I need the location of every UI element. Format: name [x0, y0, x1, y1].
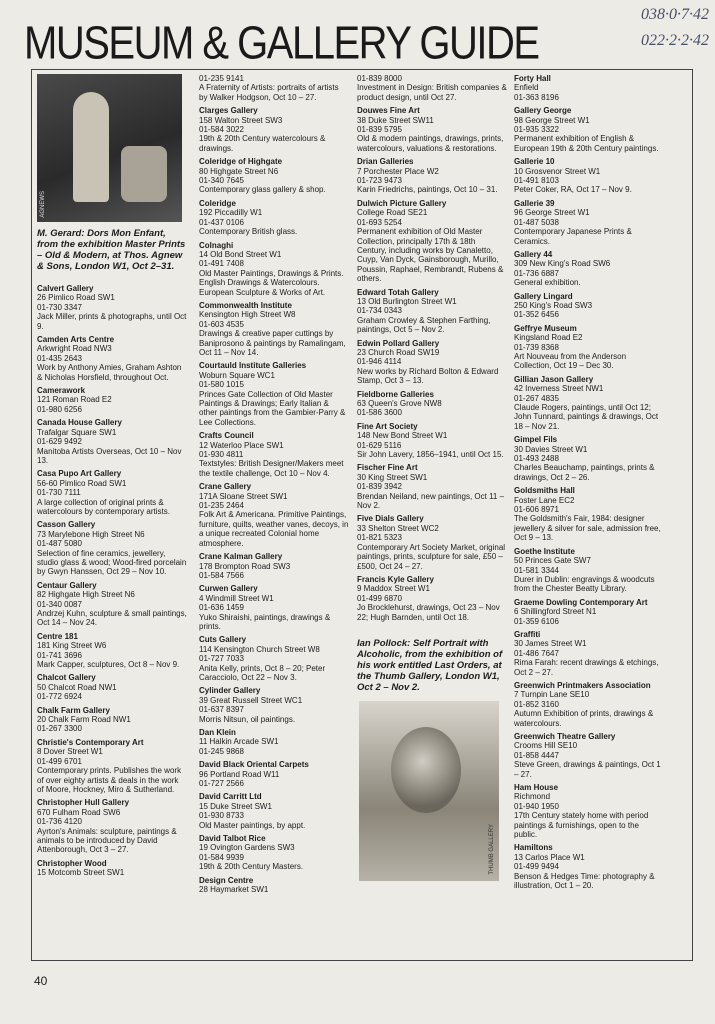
gallery-entry — [199, 552, 349, 580]
gallery-detail: 14 Old Bond Street W1 — [199, 249, 282, 259]
gallery-detail: 01-584 3022 — [199, 125, 244, 135]
gallery-detail: 98 George Street W1 — [514, 115, 590, 125]
gallery-entry — [199, 876, 349, 895]
gallery-detail: Jack Miller, prints & photographs, until Oct 9. — [37, 312, 187, 331]
gallery-name: Clarges Gallery — [199, 106, 258, 116]
gallery-detail: 13 Carlos Place W1 — [514, 852, 585, 862]
gallery-detail: 01-267 4835 — [514, 393, 559, 403]
gallery-detail: 01-734 0343 — [357, 306, 402, 316]
gallery-name: Graeme Dowling Contemporary Art — [514, 597, 648, 607]
gallery-detail: 01-493 2488 — [514, 454, 559, 464]
gallery-name: Casson Gallery — [37, 520, 96, 530]
gallery-detail: 30 King Street SW1 — [357, 472, 428, 482]
gallery-detail: 01-359 6106 — [514, 616, 559, 626]
gallery-detail: 96 George Street W1 — [514, 208, 590, 218]
gallery-detail: 7 Turnpin Lane SE10 — [514, 690, 590, 700]
gallery-detail: Drawings & creative paper cuttings by Baniprosono & paintings by Ramalingam, Oct 11 – Nov 14. — [199, 329, 346, 357]
gallery-name: Crane Kalman Gallery — [199, 552, 283, 562]
gallery-detail: Old Master paintings, by appt. — [199, 820, 306, 830]
gallery-detail: 01-730 7111 — [37, 488, 81, 498]
gallery-detail: Richmond — [514, 792, 551, 802]
gallery-name: Design Centre — [199, 875, 254, 885]
gallery-detail: Old & modern paintings, drawings, prints, watercolours, valuations & restorations. — [357, 134, 504, 153]
gallery-detail: 01-581 3344 — [514, 565, 559, 575]
gallery-detail: Kensington High Street W8 — [199, 310, 296, 320]
gallery-detail: 01-935 3322 — [514, 125, 559, 135]
gallery-name: Calvert Gallery — [37, 284, 94, 293]
photo-caption: Ian Pollock: Self Portrait with Alcoholic, from the exhibition of his work entitled Last Orders, at the Thumb Gallery, London W1, Oct 2 – Nov 2. — [357, 637, 503, 693]
gallery-entry — [199, 728, 349, 756]
gallery-detail: 148 New Bond Street W1 — [357, 431, 448, 441]
gallery-entry — [514, 250, 664, 288]
gallery-name: Gallery George — [514, 106, 572, 116]
gallery-detail: 38 Duke Street SW11 — [357, 115, 434, 125]
gallery-entry — [199, 431, 349, 478]
gallery-name: Dulwich Picture Gallery — [357, 198, 447, 208]
gallery-detail: 9 Maddox Street W1 — [357, 584, 430, 594]
gallery-detail: 63 Queen's Grove NW8 — [357, 399, 442, 408]
page-title: MUSEUM & GALLERY GUIDE — [24, 18, 539, 69]
gallery-name: Curwen Gallery — [199, 584, 258, 594]
gallery-detail: 01-693 5254 — [357, 217, 402, 227]
gallery-detail: 01-839 5795 — [357, 125, 402, 135]
gallery-detail: 01-435 2643 — [37, 353, 82, 363]
photo-caption: M. Gerard: Dors Mon Enfant, from the exhibition Master Prints – Old & Modern, at Thos. Agnew & Sons, London W1, Oct 2–31. — [37, 228, 186, 272]
gallery-entry — [37, 738, 187, 794]
gallery-detail: 01-603 4535 — [199, 319, 244, 329]
gallery-detail: Peter Coker, RA, Oct 17 – Nov 9. — [514, 185, 632, 195]
gallery-entry — [37, 284, 187, 331]
gallery-entry — [357, 463, 507, 510]
gallery-detail: 01-637 8397 — [199, 705, 244, 715]
gallery-detail: 12 Waterloo Place SW1 — [199, 440, 284, 450]
gallery-detail: 158 Walton Street SW3 — [199, 115, 283, 125]
gallery-entry — [357, 74, 507, 102]
gallery-detail: New works by Richard Bolton & Edward Stamp, Oct 3 – 13. — [357, 366, 499, 386]
gallery-entry — [357, 575, 507, 622]
page-number: 40 — [34, 974, 48, 988]
gallery-detail: 33 Shelton Street WC2 — [357, 523, 439, 533]
gallery-entry — [37, 673, 187, 701]
gallery-detail: Morris Nitsun, oil paintings. — [199, 714, 296, 724]
gallery-detail: 01-727 2566 — [199, 779, 244, 789]
gallery-entry — [37, 859, 187, 878]
gallery-detail: 250 King's Road SW3 — [514, 300, 593, 310]
gallery-detail: Selection of fine ceramics, jewellery, studio glass & wood; Wood-fired porcelain by Gwyn Hanssen, Oct 29 – Nov 10. — [37, 548, 187, 577]
gallery-name: Chalk Farm Gallery — [37, 705, 110, 715]
gallery-name: Graffiti — [514, 629, 541, 639]
gallery-detail: Crooms Hill SE10 — [514, 741, 578, 751]
gallery-name: Canada House Gallery — [37, 418, 122, 428]
gallery-detail: Kingsland Road E2 — [514, 333, 583, 343]
gallery-entry — [514, 74, 664, 102]
gallery-entry — [514, 843, 664, 890]
gallery-detail: 309 New King's Road SW6 — [514, 259, 611, 269]
gallery-entry — [199, 157, 349, 195]
gallery-detail: 28 Haymarket SW1 — [199, 885, 269, 895]
gallery-detail: 23 Church Road SW19 — [357, 347, 440, 357]
gallery-detail: Contemporary Japanese Prints & Ceramics. — [514, 227, 632, 246]
gallery-detail: Contemporary Art Society Market, original paintings, prints, sculpture for sale, £50 – £500, Oct 24 – 27. — [357, 542, 506, 571]
gallery-name: Cuts Gallery — [199, 635, 247, 645]
gallery-list — [199, 74, 349, 895]
gallery-detail: Investment in Design: British companies & product design, until Oct 27. — [357, 83, 507, 102]
gallery-entry — [199, 686, 349, 724]
gallery-detail: Anita Kelly, prints, Oct 8 – 20; Peter Caracciolo, Oct 22 – Nov 3. — [199, 663, 326, 682]
gallery-name: Cylinder Gallery — [199, 686, 261, 696]
gallery-name: Drian Galleries — [357, 157, 414, 167]
gallery-detail: 01-499 6701 — [37, 756, 82, 766]
gallery-name: Greenwich Theatre Gallery — [514, 732, 616, 741]
gallery-name: Edward Totah Gallery — [357, 287, 439, 297]
gallery-detail: 01-930 4811 — [199, 450, 244, 460]
column-2 — [199, 74, 349, 899]
gallery-name: Chalcot Gallery — [37, 673, 96, 683]
gallery-detail: 01-727 7033 — [199, 654, 244, 664]
gallery-entry — [514, 292, 664, 320]
gallery-detail: 19th & 20th Century Masters. — [199, 862, 304, 872]
handwritten-note: 022·2·2·42 — [641, 32, 709, 49]
gallery-name: David Talbot Rice — [199, 834, 266, 844]
gallery-name: Crafts Council — [199, 431, 254, 441]
gallery-detail: 01-499 6870 — [357, 593, 402, 603]
gallery-name: Fischer Fine Art — [357, 463, 418, 473]
gallery-detail: 01-235 9141 — [199, 74, 244, 83]
gallery-detail: 01-340 7645 — [199, 176, 244, 186]
gallery-detail: Foster Lane EC2 — [514, 495, 575, 505]
gallery-detail: 8 Dover Street W1 — [37, 747, 103, 757]
gallery-name: Fieldborne Galleries — [357, 389, 434, 399]
gallery-detail: Textstyles: British Designer/Makers meet the textile challenge, Oct 10 – Nov 4. — [199, 459, 344, 478]
column-1 — [37, 74, 187, 882]
gallery-entry — [514, 486, 664, 542]
gallery-detail: 01-584 7566 — [199, 570, 244, 580]
gallery-name: Coleridge — [199, 198, 236, 208]
gallery-detail: 01-584 9939 — [199, 852, 244, 862]
gallery-detail: 01-946 4114 — [357, 357, 402, 367]
gallery-entry — [37, 418, 187, 465]
gallery-name: Christie's Contemporary Art — [37, 737, 144, 747]
gallery-entry — [514, 157, 664, 195]
gallery-entry — [357, 288, 507, 335]
gallery-detail: 181 King Street W6 — [37, 641, 107, 651]
gallery-detail: 01-580 1015 — [199, 380, 244, 390]
gallery-name: Camden Arts Centre — [37, 335, 115, 345]
photo-portrait-head — [391, 727, 461, 813]
gallery-detail: 39 Great Russell Street WC1 — [199, 695, 303, 705]
gallery-entry — [514, 435, 664, 482]
gallery-detail: General exhibition. — [514, 278, 581, 288]
gallery-entry — [357, 157, 507, 195]
gallery-name: Dan Klein — [199, 728, 236, 737]
gallery-detail: 01-340 0087 — [37, 599, 82, 609]
gallery-list — [37, 284, 187, 878]
gallery-detail: Permanent exhibition of English & European 19th & 20th Century paintings. — [514, 134, 659, 153]
gallery-detail: Enfield — [514, 83, 539, 93]
gallery-detail: Woburn Square WC1 — [199, 370, 275, 380]
gallery-detail: 50 Chalcot Road NW1 — [37, 682, 117, 692]
gallery-detail: Graham Crowley & Stephen Farthing, paintings, Oct 5 – Nov 2. — [357, 315, 491, 335]
gallery-entry — [357, 106, 507, 153]
gallery-name: Gallery 44 — [514, 249, 553, 259]
gallery-detail: 01-487 5080 — [37, 539, 82, 549]
gallery-name: Colnaghi — [199, 240, 234, 250]
gallery-entry — [357, 339, 507, 386]
gallery-detail: 171A Sloane Street SW1 — [199, 491, 288, 501]
gallery-entry — [199, 241, 349, 297]
gallery-detail: 114 Kensington Church Street W8 — [199, 644, 320, 654]
gallery-entry — [357, 514, 507, 570]
gallery-entry — [199, 199, 349, 237]
gallery-entry — [357, 422, 507, 460]
gallery-detail: 26 Pimlico Road SW1 — [37, 293, 115, 303]
gallery-detail: 01-839 8000 — [357, 74, 402, 83]
gallery-detail: 670 Fulham Road SW6 — [37, 807, 121, 817]
photo-credit: AGNEWS — [40, 191, 46, 218]
gallery-detail: 01-730 3347 — [37, 302, 82, 312]
gallery-entry — [199, 635, 349, 682]
gallery-detail: 01-741 3696 — [37, 650, 82, 660]
gallery-detail: Trafalgar Square SW1 — [37, 427, 117, 437]
gallery-detail: 01-736 4120 — [37, 817, 82, 827]
gallery-entry — [514, 783, 664, 839]
gallery-detail: Work by Anthony Amies, Graham Ashton & Nicholas Horsfield, throughout Oct. — [37, 363, 182, 382]
gallery-entry — [514, 681, 664, 728]
gallery-detail: 30 Davies Street W1 — [514, 444, 588, 454]
gallery-detail: 01-739 8368 — [514, 342, 559, 352]
gallery-detail: 01-821 5323 — [357, 533, 402, 543]
gallery-detail: A large collection of original prints & watercolours by contemporary artists. — [37, 497, 170, 516]
gallery-detail: Charles Beauchamp, paintings, prints & drawings, Oct 2 – 26. — [514, 463, 655, 482]
gallery-detail: 192 Piccadilly W1 — [199, 208, 263, 218]
gallery-name: Goldsmiths Hall — [514, 486, 575, 496]
gallery-detail: Manitoba Artists Overseas, Oct 10 – Nov 13. — [37, 446, 182, 465]
gallery-detail: Steve Green, drawings & paintings, Oct 1 – 27. — [514, 760, 661, 779]
gallery-detail: Autumn Exhibition of prints, drawings & watercolours. — [514, 709, 654, 728]
gallery-detail: 01-491 7408 — [199, 259, 244, 269]
gallery-name: Camerawork — [37, 386, 86, 396]
gallery-detail: 80 Highgate Street N6 — [199, 166, 279, 176]
gallery-entry — [199, 834, 349, 872]
gallery-detail: Brendan Neiland, new paintings, Oct 11 – Nov 2. — [357, 491, 505, 511]
gallery-detail: 01-736 6887 — [514, 268, 559, 278]
gallery-detail: 121 Roman Road E2 — [37, 395, 112, 405]
photo-gerard — [37, 74, 182, 222]
gallery-entry — [514, 630, 664, 677]
gallery-name: Commonwealth Institute — [199, 300, 292, 310]
gallery-name: Coleridge of Highgate — [199, 157, 283, 167]
gallery-name: Christopher Wood — [37, 858, 107, 868]
gallery-name: Hamiltons — [514, 843, 553, 853]
column-4 — [514, 74, 664, 895]
handwritten-note: 038·0·7·42 — [641, 6, 709, 23]
gallery-detail: 01-352 6456 — [514, 310, 559, 320]
gallery-name: David Carritt Ltd — [199, 792, 262, 802]
gallery-detail: 01-499 9494 — [514, 862, 559, 872]
gallery-list — [357, 74, 507, 622]
gallery-name: Crane Gallery — [199, 482, 252, 492]
gallery-detail: Jo Brocklehurst, drawings, Oct 23 – Nov 22; Hugh Barnden, until Oct 18. — [357, 603, 500, 622]
gallery-detail: 17th Century stately home with period paintings & furnishings, open to the public. — [514, 811, 649, 840]
gallery-detail: Old Master Paintings, Drawings & Prints. English Drawings & Watercolours. European Sculpture & Works of Art. — [199, 268, 344, 297]
gallery-entry — [514, 375, 664, 431]
gallery-detail: 01-930 8733 — [199, 811, 244, 821]
gallery-detail: 73 Marylebone High Street N6 — [37, 529, 145, 539]
gallery-name: David Black Oriental Carpets — [199, 760, 309, 770]
gallery-detail: Art Nouveau from the Anderson Collection, Oct 19 – Dec 30. — [514, 351, 627, 371]
gallery-detail: 01-486 7647 — [514, 648, 559, 658]
gallery-detail: Ayrton's Animals: sculpture, paintings & animals to be introduced by David Attenborough, Oct 3 – 27. — [37, 826, 177, 855]
gallery-entry — [37, 335, 187, 382]
gallery-detail: 01-629 9492 — [37, 437, 82, 447]
gallery-detail: Rima Farah: recent drawings & etchings, Oct 2 – 27. — [514, 658, 659, 677]
gallery-detail: Claude Rogers, paintings, until Oct 12; John Tunnard, paintings & drawings, Oct 18 – Nov 21. — [514, 403, 659, 431]
gallery-entry — [199, 760, 349, 788]
gallery-entry — [199, 584, 349, 631]
gallery-entry — [199, 301, 349, 357]
gallery-detail: Yuko Shiraishi, paintings, drawings & prints. — [199, 612, 331, 631]
gallery-detail: 01-437 0106 — [199, 217, 244, 227]
gallery-detail: 19 Ovington Gardens SW3 — [199, 843, 295, 853]
gallery-detail: Benson & Hedges Time: photography & illustration, Oct 1 – 20. — [514, 871, 655, 891]
gallery-name: Casa Pupo Art Gallery — [37, 469, 122, 479]
gallery-detail: 82 Highgate High Street N6 — [37, 590, 135, 600]
gallery-entry — [37, 386, 187, 414]
gallery-detail: Sir John Lavery, 1856–1941, until Oct 15. — [357, 450, 504, 460]
gallery-name: Greenwich Printmakers Association — [514, 680, 651, 690]
gallery-detail: 01-940 1950 — [514, 801, 559, 811]
gallery-detail: 178 Brompton Road SW3 — [199, 561, 291, 571]
gallery-detail: 01-487 5038 — [514, 217, 559, 227]
gallery-detail: 01-586 3600 — [357, 408, 402, 418]
gallery-entry — [357, 390, 507, 418]
gallery-detail: Princes Gate Collection of Old Master Paintings & Drawings; Early Italian & other paintings from the Gambier-Parry & Lee Collections. — [199, 389, 346, 427]
gallery-detail: 01-636 1459 — [199, 603, 244, 613]
gallery-detail: A Fraternity of Artists: portraits of artists by Walker Hodgson, Oct 10 – 27. — [199, 83, 339, 102]
gallery-name: Gallerie 10 — [514, 157, 555, 167]
gallery-name: Gallery Lingard — [514, 291, 573, 301]
gallery-name: Forty Hall — [514, 74, 551, 83]
photo-figure — [73, 92, 109, 202]
gallery-entry — [37, 520, 187, 576]
gallery-detail: 01-245 9868 — [199, 746, 244, 756]
gallery-name: Centre 181 — [37, 631, 78, 641]
gallery-detail: 01-629 5116 — [357, 440, 402, 450]
gallery-detail: Contemporary glass gallery & shop. — [199, 185, 326, 195]
gallery-entry — [514, 106, 664, 153]
gallery-name: Courtauld Institute Galleries — [199, 361, 307, 371]
gallery-detail: Contemporary prints. Publishes the work of over eighty artists & deals in the work of Moore, Hockney, Miro & Sutherland. — [37, 766, 182, 794]
gallery-detail: 11 Halkin Arcade SW1 — [199, 737, 279, 747]
gallery-detail: 15 Motcomb Street SW1 — [37, 868, 125, 878]
gallery-detail: Karin Friedrichs, paintings, Oct 10 – 31. — [357, 185, 498, 195]
gallery-detail: 01-772 6924 — [37, 692, 82, 702]
gallery-name: Christopher Hull Gallery — [37, 798, 130, 808]
column-3 — [357, 74, 507, 881]
gallery-entry — [199, 106, 349, 153]
photo-pollock — [359, 701, 499, 881]
gallery-name: Gimpel Fils — [514, 435, 558, 445]
gallery-entry — [37, 798, 187, 854]
gallery-detail: 01-606 8971 — [514, 505, 559, 515]
gallery-name: Ham House — [514, 783, 559, 793]
photo-cradle — [121, 146, 167, 202]
gallery-detail: 7 Porchester Place W2 — [357, 166, 439, 176]
gallery-detail: 13 Old Burlington Street W1 — [357, 296, 457, 306]
gallery-detail: 01-980 6256 — [37, 404, 82, 414]
gallery-name: Edwin Pollard Gallery — [357, 338, 440, 348]
gallery-entry — [199, 361, 349, 427]
gallery-detail: 01-235 2464 — [199, 501, 244, 511]
gallery-detail: Contemporary British glass. — [199, 227, 298, 237]
gallery-entry — [37, 581, 187, 628]
gallery-detail: 01-839 3942 — [357, 482, 402, 492]
gallery-list — [514, 74, 664, 891]
gallery-detail: 01-267 3300 — [37, 724, 82, 734]
gallery-entry — [357, 199, 507, 284]
gallery-detail: 19th & 20th Century watercolours & drawings. — [199, 134, 326, 153]
gallery-detail: 20 Chalk Farm Road NW1 — [37, 715, 131, 725]
gallery-detail: 01-491 8103 — [514, 176, 559, 186]
gallery-name: Gillian Jason Gallery — [514, 374, 594, 384]
gallery-detail: 01-723 9473 — [357, 176, 402, 186]
gallery-detail: Arkwright Road NW3 — [37, 344, 112, 354]
gallery-detail: 01-858 4447 — [514, 750, 559, 760]
gallery-detail: 30 James Street W1 — [514, 639, 587, 649]
photo-credit: THUMB GALLERY — [488, 824, 495, 875]
gallery-detail: Permanent exhibition of Old Master Collection, principally 17th & 18th Century, including works by Canaletto, Cuyp, Van Dyck, Gainsborough, Murillo, Poussin, Raphael, Rembrandt, Rubens & others. — [357, 227, 504, 284]
gallery-name: Goethe Institute — [514, 546, 575, 556]
gallery-name: Centaur Gallery — [37, 580, 97, 590]
gallery-detail: 56-60 Pimlico Road SW1 — [37, 478, 127, 488]
gallery-detail: College Road SE21 — [357, 208, 428, 218]
gallery-name: Douwes Fine Art — [357, 106, 420, 116]
gallery-entry — [514, 199, 664, 246]
gallery-detail: Folk Art & Americana. Primitive Paintings, furniture, quilts, weather vanes, decoys, in a unique recreated Colonial home atmosphere. — [199, 510, 349, 548]
gallery-detail: Mark Capper, sculptures, Oct 8 – Nov 9. — [37, 660, 180, 670]
gallery-detail: 01-363 8196 — [514, 92, 559, 102]
gallery-entry — [199, 74, 349, 102]
gallery-entry — [37, 632, 187, 670]
gallery-entry — [199, 792, 349, 830]
gallery-detail: 4 Windmill Street W1 — [199, 593, 274, 603]
gallery-detail: 42 Inverness Street NW1 — [514, 384, 604, 394]
gallery-entry — [514, 324, 664, 371]
gallery-entry — [37, 469, 187, 516]
gallery-entry — [514, 598, 664, 626]
gallery-name: Gallerie 39 — [514, 198, 555, 208]
gallery-detail: 01-852 3160 — [514, 699, 559, 709]
gallery-entry — [199, 482, 349, 548]
gallery-entry — [514, 547, 664, 594]
gallery-entry — [37, 706, 187, 734]
gallery-detail: The Goldsmith's Fair, 1984: designer jewellery & silver for sale, admission free, Oct 9 – 13. — [514, 514, 661, 543]
gallery-detail: 15 Duke Street SW1 — [199, 801, 272, 811]
gallery-name: Fine Art Society — [357, 421, 418, 431]
gallery-detail: 6 Shillingford Street N1 — [514, 607, 597, 617]
gallery-detail: 50 Princes Gate SW7 — [514, 556, 591, 566]
gallery-detail: Andrzej Kuhn, sculpture & small paintings, Oct 14 – Nov 24. — [37, 609, 187, 628]
gallery-name: Geffrye Museum — [514, 323, 577, 333]
gallery-detail: Durer in Dublin: engravings & woodcuts from the Chester Beatty Library. — [514, 574, 655, 594]
gallery-name: Five Dials Gallery — [357, 514, 424, 524]
gallery-detail: 96 Portland Road W11 — [199, 769, 280, 779]
gallery-entry — [514, 732, 664, 779]
gallery-detail: 10 Grosvenor Street W1 — [514, 166, 601, 176]
gallery-name: Francis Kyle Gallery — [357, 574, 434, 584]
